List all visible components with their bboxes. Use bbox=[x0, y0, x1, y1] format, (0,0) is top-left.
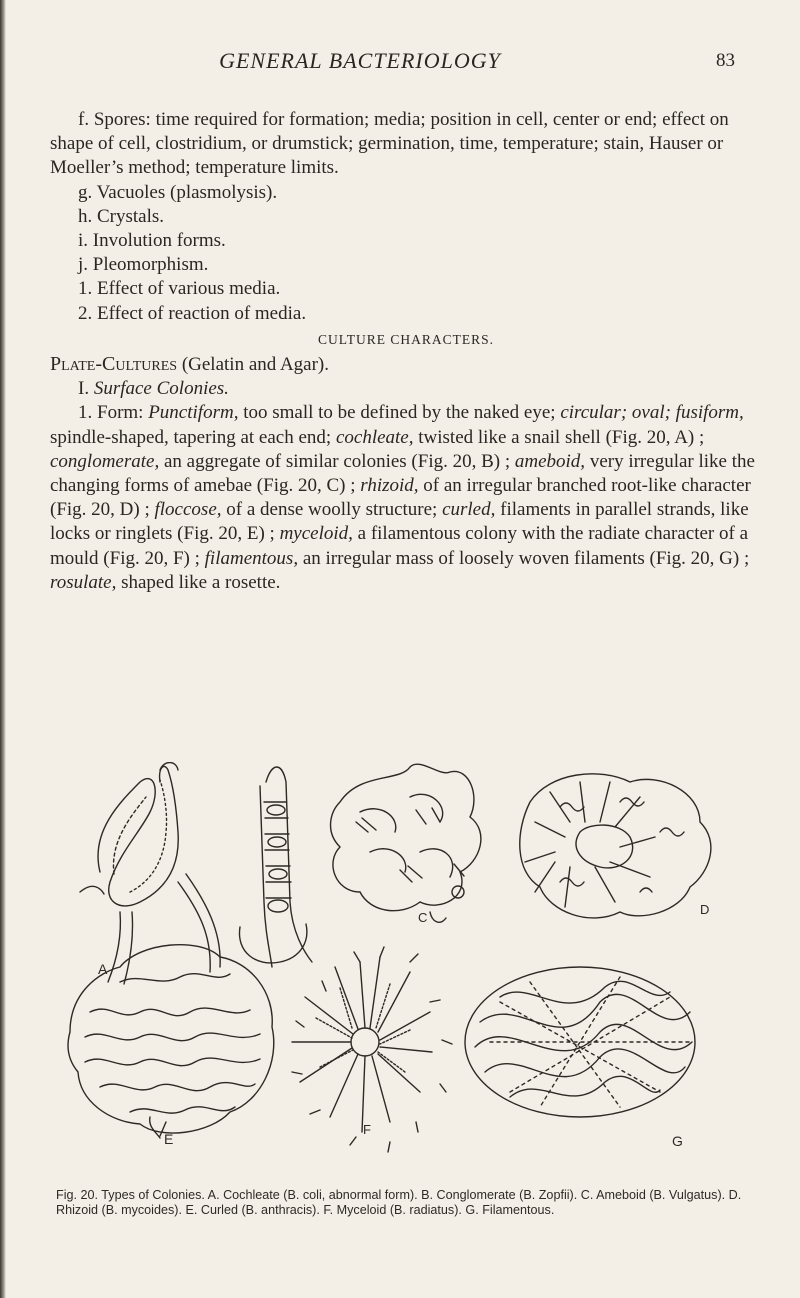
term-filamentous: filamentous, bbox=[204, 547, 299, 569]
item-pleomorphism: j. Pleomorphism. bbox=[78, 254, 209, 276]
paragraph-spores: f. Spores: time required for formation; media; position in cell, center or end; effect on shape of cell, clostridium, or drumstick; germination, time, temperature; stain, Hauser or Moeller’s method; temperature limits. bbox=[50, 109, 729, 179]
item-vacuoles: g. Vacuoles (plasmolysis). bbox=[78, 181, 278, 203]
form-text: very irregular like the changing forms of amebae (Fig. 20, C) ; bbox=[50, 450, 755, 497]
item-effect-reaction: 2. Effect of reaction of media. bbox=[78, 302, 307, 324]
form-text: too small to be defined by the naked eye; bbox=[238, 402, 561, 424]
label-g: G bbox=[672, 1133, 683, 1149]
label-a: A bbox=[98, 961, 108, 977]
label-f: F bbox=[363, 1122, 371, 1137]
form-text: filaments in parallel strands, like locks or ringlets (Fig. 20, E) ; bbox=[50, 499, 749, 545]
item-involution: i. Involution forms. bbox=[78, 230, 226, 252]
form-text: of an irregular branched root-like character (Fig. 20, D) ; bbox=[50, 475, 751, 521]
colony-f-myceloid bbox=[292, 947, 452, 1152]
term-floccose: floccose, bbox=[154, 499, 222, 521]
body-text bbox=[50, 108, 762, 595]
page-number: 83 bbox=[716, 50, 735, 71]
term-punctiform: Punctiform, bbox=[148, 402, 239, 424]
label-e: E bbox=[164, 1131, 174, 1147]
term-rosulate: rosulate, bbox=[50, 571, 117, 593]
surface-colonies-heading bbox=[50, 377, 762, 401]
term-conglomerate: conglomerate, bbox=[50, 450, 160, 472]
page-edge-shadow bbox=[0, 0, 6, 1298]
colony-a-cochleate bbox=[80, 763, 220, 985]
term-circular: circular; oval; fusiform, bbox=[560, 402, 744, 424]
plate-cultures-label: Plate-Cultures bbox=[50, 353, 178, 376]
colony-b-conglomerate bbox=[239, 767, 312, 967]
figure-caption: Fig. 20. Types of Colonies. A. Cochleate (B. coli, abnormal form). B. Conglomerate (B. Zopfii). C. Ameboid (B. Vulgatus). D. Rhizoid (B. mycoides). E. Curled (B. anthracis). F. Myceloid (B. radiatus). G. Filamentous. bbox=[56, 1188, 742, 1217]
running-head: GENERAL BACTERIOLOGY bbox=[219, 48, 501, 73]
surface-colonies-num: I. bbox=[78, 378, 94, 400]
label-c: C bbox=[418, 910, 428, 925]
paragraph-form bbox=[50, 401, 762, 595]
item-effect-media: 1. Effect of various media. bbox=[78, 278, 281, 300]
form-text: an irregular mass of loosely woven filaments (Fig. 20, G) ; bbox=[298, 547, 750, 569]
plate-cultures-rest: (Gelatin and Agar). bbox=[177, 354, 330, 376]
section-heading: CULTURE CHARACTERS. bbox=[317, 331, 495, 347]
colony-illustrations bbox=[60, 762, 760, 1182]
form-text: shaped like a rosette. bbox=[116, 571, 281, 593]
form-text: twisted like a snail shell (Fig. 20, A) ; bbox=[413, 426, 705, 448]
term-myceloid: myceloid, bbox=[279, 523, 353, 545]
term-cochleate: cochleate, bbox=[335, 426, 414, 448]
form-text: of a dense woolly structure; bbox=[221, 499, 443, 521]
figure-20 bbox=[60, 762, 760, 1182]
plate-cultures-heading bbox=[50, 352, 762, 377]
colony-c-ameboid bbox=[331, 764, 481, 922]
form-text: a filamentous colony with the radiate character of a mould (Fig. 20, F) ; bbox=[50, 523, 749, 569]
label-d: D bbox=[700, 902, 710, 917]
colony-g-filamentous bbox=[465, 967, 695, 1117]
form-text: 1. Form: bbox=[78, 402, 149, 424]
term-curled: curled, bbox=[442, 499, 496, 521]
form-text: spindle-shaped, tapering at each end; bbox=[50, 426, 336, 448]
term-ameboid: ameboid, bbox=[514, 450, 586, 472]
term-rhizoid: rhizoid, bbox=[360, 475, 419, 497]
colony-d-rhizoid bbox=[520, 774, 711, 918]
page-header bbox=[0, 48, 800, 78]
item-crystals: h. Crystals. bbox=[78, 205, 165, 227]
surface-colonies-label: Surface Colonies. bbox=[93, 378, 229, 400]
form-text: an aggregate of similar colonies (Fig. 20, B) ; bbox=[159, 450, 515, 472]
